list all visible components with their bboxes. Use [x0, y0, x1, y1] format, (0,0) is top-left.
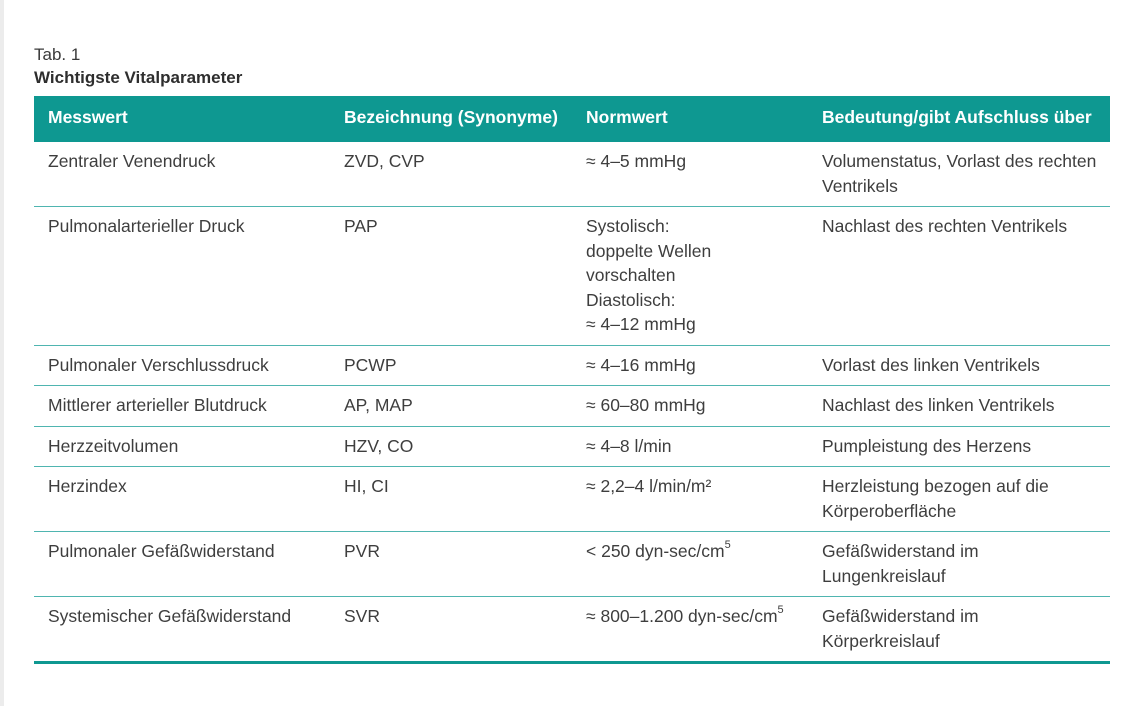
normwert-text: vorschalten	[586, 265, 676, 285]
cell-messwert: Systemischer Gefäßwiderstand	[34, 597, 330, 663]
header-bezeichnung: Bezeichnung (Synonyme)	[330, 96, 572, 142]
normwert-text: < 250 dyn-sec/cm	[586, 541, 725, 561]
normwert-line	[586, 288, 798, 313]
normwert-text: ≈ 2,2–4 l/min/m²	[586, 476, 712, 496]
cell-messwert: Pulmonaler Verschlussdruck	[34, 345, 330, 386]
normwert-line	[586, 539, 798, 564]
cell-bedeutung: Gefäßwiderstand im Körperkreislauf	[808, 597, 1110, 663]
left-edge-strip	[0, 0, 4, 706]
cell-bedeutung: Volumenstatus, Vorlast des rechten Ventrikels	[808, 142, 1110, 207]
normwert-line	[586, 434, 798, 459]
normwert-line	[586, 149, 798, 174]
cell-messwert: Zentraler Venendruck	[34, 142, 330, 207]
cell-messwert: Herzindex	[34, 467, 330, 532]
cell-bedeutung: Nachlast des rechten Ventrikels	[808, 207, 1110, 346]
normwert-text: ≈ 4–5 mmHg	[586, 151, 687, 171]
normwert-text: ≈ 60–80 mmHg	[586, 395, 706, 415]
table-number: Tab. 1	[34, 45, 81, 64]
cell-bedeutung: Vorlast des linken Ventrikels	[808, 345, 1110, 386]
cell-bezeichnung: SVR	[330, 597, 572, 663]
cell-normwert	[572, 426, 808, 467]
cell-messwert: Pulmonalarterieller Druck	[34, 207, 330, 346]
table-caption	[34, 44, 242, 90]
cell-messwert: Mittlerer arterieller Blutdruck	[34, 386, 330, 427]
table-title: Wichtigste Vitalparameter	[34, 68, 243, 87]
table-row	[34, 467, 1110, 532]
cell-normwert	[572, 142, 808, 207]
table-row	[34, 386, 1110, 427]
cell-bedeutung: Nachlast des linken Ventrikels	[808, 386, 1110, 427]
normwert-line	[586, 312, 798, 337]
table-row	[34, 345, 1110, 386]
cell-messwert: Pulmonaler Gefäßwiderstand	[34, 532, 330, 597]
normwert-text: ≈ 800–1.200 dyn-sec/cm	[586, 606, 778, 626]
header-messwert: Messwert	[34, 96, 330, 142]
normwert-line	[586, 239, 798, 264]
normwert-line	[586, 604, 798, 629]
normwert-text: Diastolisch:	[586, 289, 676, 310]
normwert-line	[586, 263, 798, 288]
normwert-text: ≈ 4–8 l/min	[586, 435, 672, 456]
cell-messwert: Herzzeitvolumen	[34, 426, 330, 467]
cell-bezeichnung: AP, MAP	[330, 386, 572, 427]
header-row	[34, 96, 1110, 142]
cell-normwert	[572, 532, 808, 597]
header-bedeutung: Bedeutung/gibt Aufschluss über	[808, 96, 1110, 142]
table-row	[34, 207, 1110, 346]
normwert-text: Systolisch:	[586, 216, 670, 236]
table-row	[34, 426, 1110, 467]
cell-bedeutung: Herzleistung bezogen auf die Körperoberfläche	[808, 467, 1110, 532]
cell-normwert	[572, 207, 808, 346]
normwert-line	[586, 214, 798, 239]
cell-bezeichnung: HZV, CO	[330, 426, 572, 467]
cell-normwert	[572, 345, 808, 386]
cell-bezeichnung: PVR	[330, 532, 572, 597]
normwert-text: doppelte Wellen	[586, 240, 712, 261]
table-row	[34, 142, 1110, 207]
cell-bezeichnung: ZVD, CVP	[330, 142, 572, 207]
cell-normwert	[572, 597, 808, 663]
normwert-line	[586, 474, 798, 499]
table-row	[34, 532, 1110, 597]
cell-bezeichnung: PCWP	[330, 345, 572, 386]
cell-bedeutung: Pumpleistung des Herzens	[808, 426, 1110, 467]
header-normwert: Normwert	[572, 96, 808, 142]
cell-normwert	[572, 386, 808, 427]
normwert-exponent: 5	[777, 604, 784, 617]
normwert-exponent: 5	[724, 539, 731, 552]
vital-parameters-table	[34, 96, 1110, 664]
cell-normwert	[572, 467, 808, 532]
cell-bezeichnung: HI, CI	[330, 467, 572, 532]
normwert-line	[586, 353, 798, 378]
cell-bezeichnung: PAP	[330, 207, 572, 346]
normwert-text: ≈ 4–16 mmHg	[586, 354, 696, 375]
cell-bedeutung: Gefäßwiderstand im Lungenkreislauf	[808, 532, 1110, 597]
normwert-line	[586, 393, 798, 418]
table-body	[34, 142, 1110, 663]
table-row	[34, 597, 1110, 663]
normwert-text: ≈ 4–12 mmHg	[586, 314, 696, 334]
